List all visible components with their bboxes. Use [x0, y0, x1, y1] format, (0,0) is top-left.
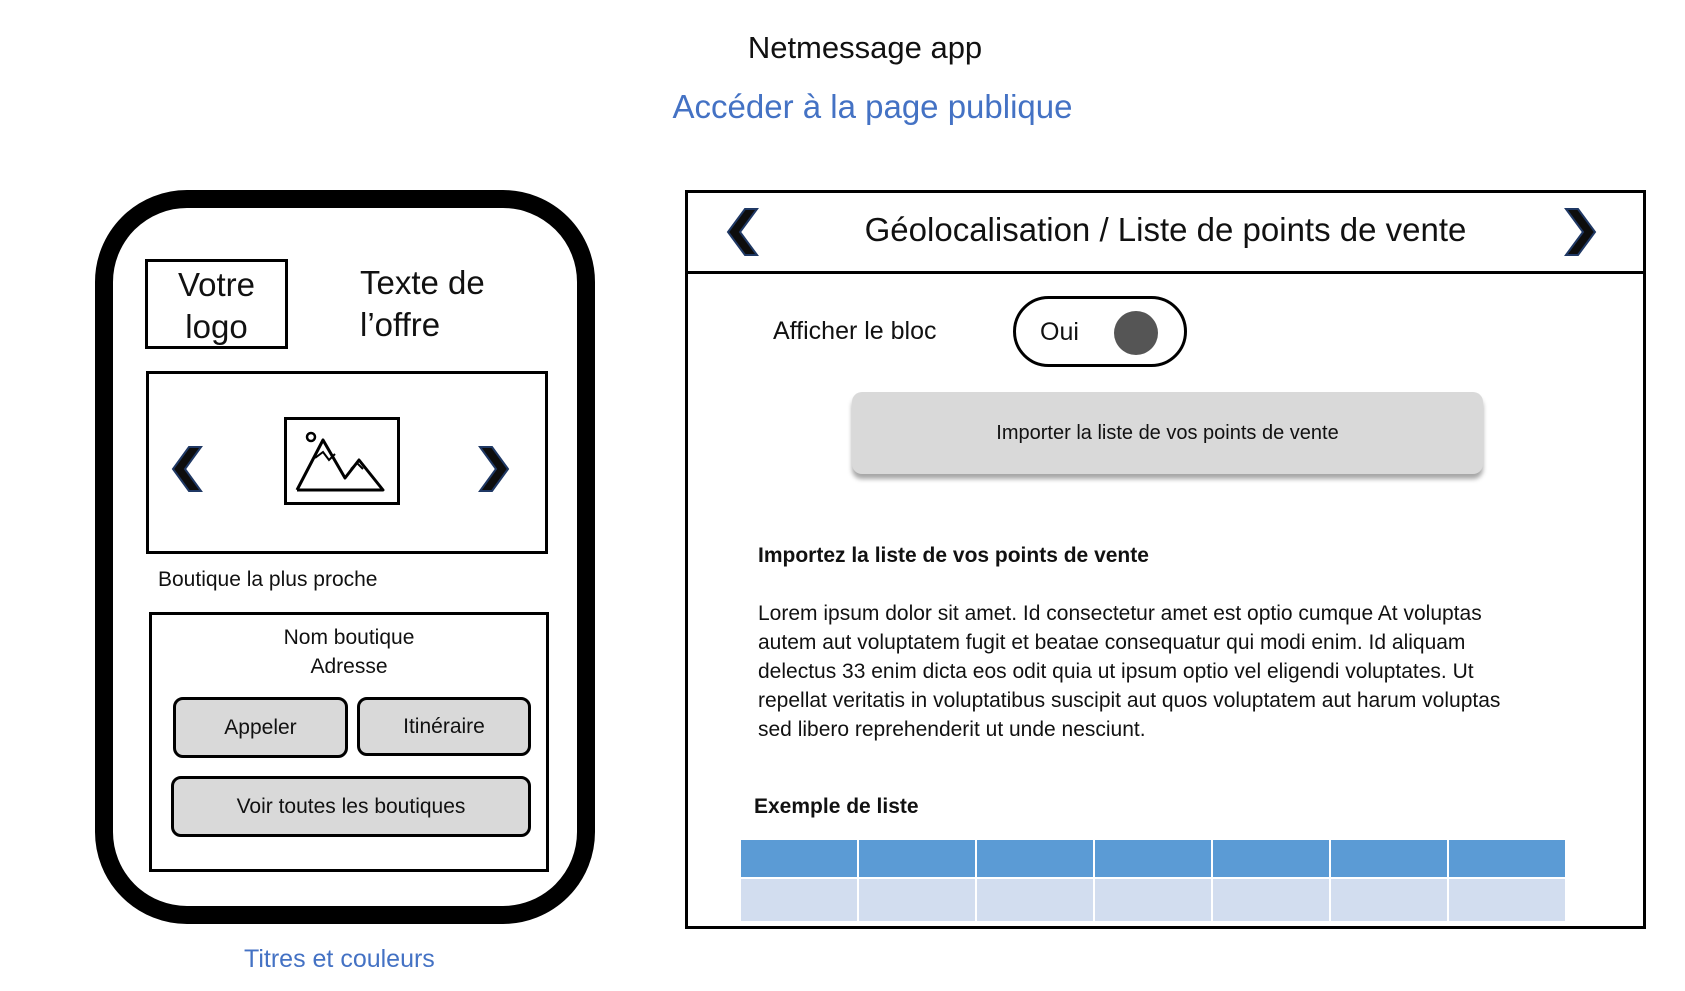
table-header-cell [741, 840, 857, 877]
image-placeholder [284, 417, 400, 505]
table-header-cell [977, 840, 1093, 877]
table-cell [1449, 879, 1565, 921]
import-list-button[interactable]: Importer la liste de vos points de vente [852, 392, 1483, 474]
panel-title: Géolocalisation / Liste de points de vente [864, 211, 1467, 248]
logo-placeholder [145, 259, 288, 349]
all-shops-button[interactable]: Voir toutes les boutiques [171, 776, 531, 837]
show-block-label: Afficher le bloc [773, 317, 937, 345]
chevron-right-icon[interactable] [474, 445, 510, 493]
table-header-cell [859, 840, 975, 877]
shop-address: Adresse [310, 655, 388, 678]
toggle-knob [1114, 311, 1158, 355]
import-heading: Importez la liste de vos points de vente [758, 544, 1149, 567]
description-line: delectus 33 enim dicta eos odit quia ut ipsum optio vel eligendi voluptates. Ut [758, 660, 1474, 683]
description-line: autem aut voluptatem fugit et beatae consequatur qui modi enim. Id aliquam [758, 631, 1466, 654]
description-text [758, 599, 1578, 744]
image-placeholder-icon [287, 420, 397, 502]
table-cell [1213, 879, 1329, 921]
nearest-shop-label: Boutique la plus proche [158, 568, 378, 591]
table-header-row [741, 840, 1565, 877]
table-header-cell [1095, 840, 1211, 877]
table-cell [859, 879, 975, 921]
description-line: repellat veritatis in voluptatibus suscipit aut quos voluptatem aut harum voluptas [758, 689, 1501, 712]
description-line: Lorem ipsum dolor sit amet. Id consectetur amet est optio cumque At voluptas [758, 602, 1482, 625]
offer-text-line1: Texte de [360, 264, 485, 301]
panel-header-divider [685, 271, 1646, 274]
call-button[interactable]: Appeler [173, 697, 348, 758]
route-button[interactable]: Itinéraire [357, 697, 531, 756]
table-cell [977, 879, 1093, 921]
public-page-link[interactable]: Accéder à la page publique [672, 88, 1073, 125]
offer-text-line2: l’offre [360, 306, 441, 343]
show-block-toggle[interactable] [1013, 296, 1187, 367]
table-header-cell [1449, 840, 1565, 877]
table-row [741, 879, 1565, 921]
titles-colors-link[interactable]: Titres et couleurs [244, 945, 435, 973]
table-header-cell [1331, 840, 1447, 877]
toggle-value: Oui [1040, 318, 1079, 346]
app-title: Netmessage app [747, 30, 983, 65]
chevron-left-icon[interactable] [171, 445, 207, 493]
table-cell [741, 879, 857, 921]
table-header-cell [1213, 840, 1329, 877]
logo-text-line2: logo [185, 308, 248, 345]
description-line: sed libero reprehenderit ut unde nesciunt. [758, 718, 1146, 741]
example-heading: Exemple de liste [754, 795, 919, 818]
example-table [739, 838, 1567, 923]
table-cell [1095, 879, 1211, 921]
table-cell [1331, 879, 1447, 921]
logo-text-line1: Votre [177, 266, 256, 303]
shop-name: Nom boutique [283, 626, 415, 649]
offer-text [360, 262, 520, 346]
